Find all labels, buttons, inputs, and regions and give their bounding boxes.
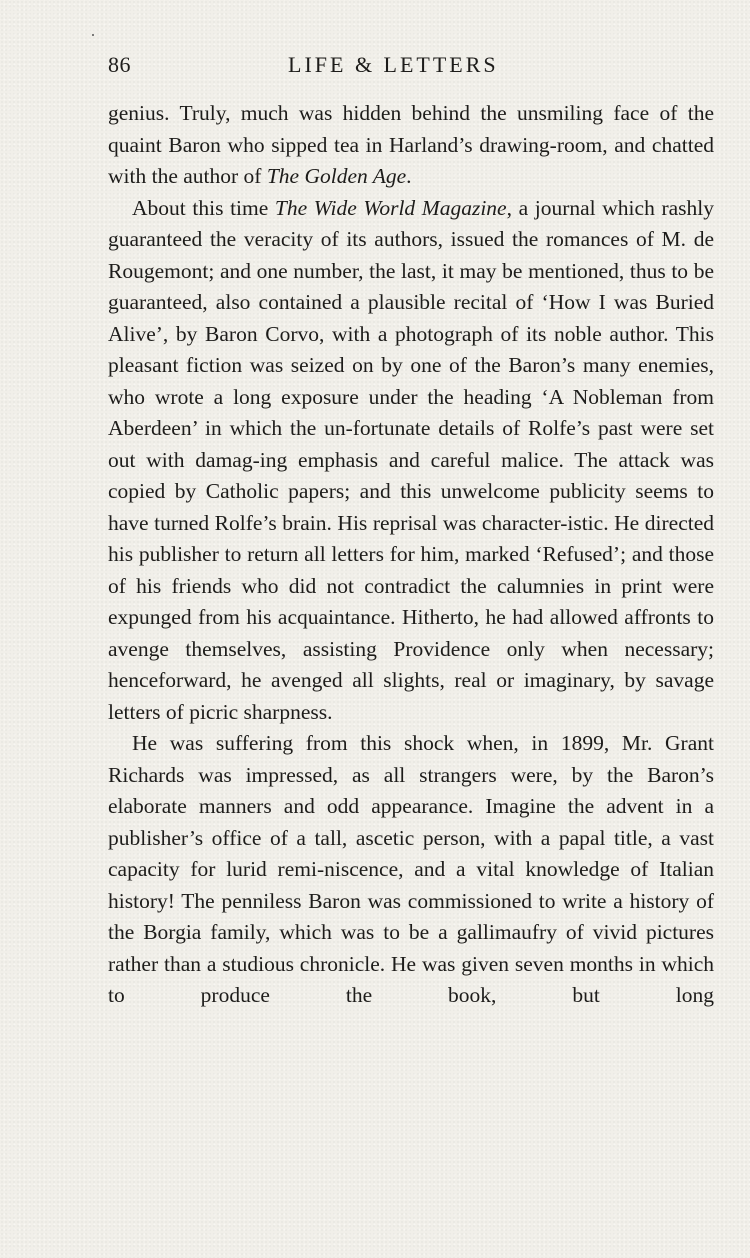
page-header xyxy=(108,52,714,86)
paragraph-3 xyxy=(108,728,714,1012)
body-text xyxy=(108,98,714,1012)
magazine-title-wide-world: The Wide World Magazine xyxy=(274,195,507,220)
paragraph-2 xyxy=(108,193,714,729)
text-segment: , a journal which rashly guaranteed the veracity of its authors, issued the romances of M. de Rougemont; and one number, the last, it may be mentioned, thus to be guaranteed, also contained a plausible recital of ‘How I was Buried Alive’, by Baron Corvo, with a photograph of its noble author. This pleasant fiction was seized on by one of the Baron’s many enemies, who wrote a long exposure under the heading ‘A Nobleman from Aberdeen’ in which the un-fortunate details of Rolfe’s past were set out with damag-ing emphasis and careful malice. The attack was copied by Catholic papers; and this unwelcome publicity seems to have turned Rolfe’s brain. His reprisal was character-istic. He directed his publisher to return all letters for him, marked ‘Refused’; and those of his friends who did not contradict the calumnies in print were expunged from his acquaintance. Hitherto, he had allowed affronts to avenge themselves, assisting Providence only when necessary; henceforward, he avenged all slights, real or imaginary, by savage letters of picric sharpness. xyxy=(108,195,714,724)
text-segment: . xyxy=(406,164,412,188)
book-page xyxy=(108,52,714,1012)
page-number: 86 xyxy=(108,52,131,77)
text-segment: genius. Truly, much was hidden behind the unsmiling face of the quaint Baron who sipped tea in Harland’s drawing-room, and chatted with the author of xyxy=(108,101,714,188)
book-title-golden-age: The Golden Age xyxy=(266,164,407,188)
paragraph-1 xyxy=(108,98,714,193)
stray-ink-mark xyxy=(92,34,94,36)
text-segment: About this time xyxy=(132,195,275,220)
text-segment: He was suffering from this shock when, in 1899, Mr. Grant Richards was impressed, as all strangers were, by the Baron’s elaborate manners and odd appearance. Imagine the advent in a publisher’s office of a tall, ascetic person, with a papal title, a vast capacity for lurid remi-niscence, and a vital knowledge of Italian history! The penniless Baron was commissioned to write a history of the Borgia family, which was to be a gallimaufry of vivid pictures rather than a studious chronicle. He was given seven months in which to produce the book, but long xyxy=(108,731,714,1007)
running-head: LIFE & LETTERS xyxy=(288,52,499,77)
